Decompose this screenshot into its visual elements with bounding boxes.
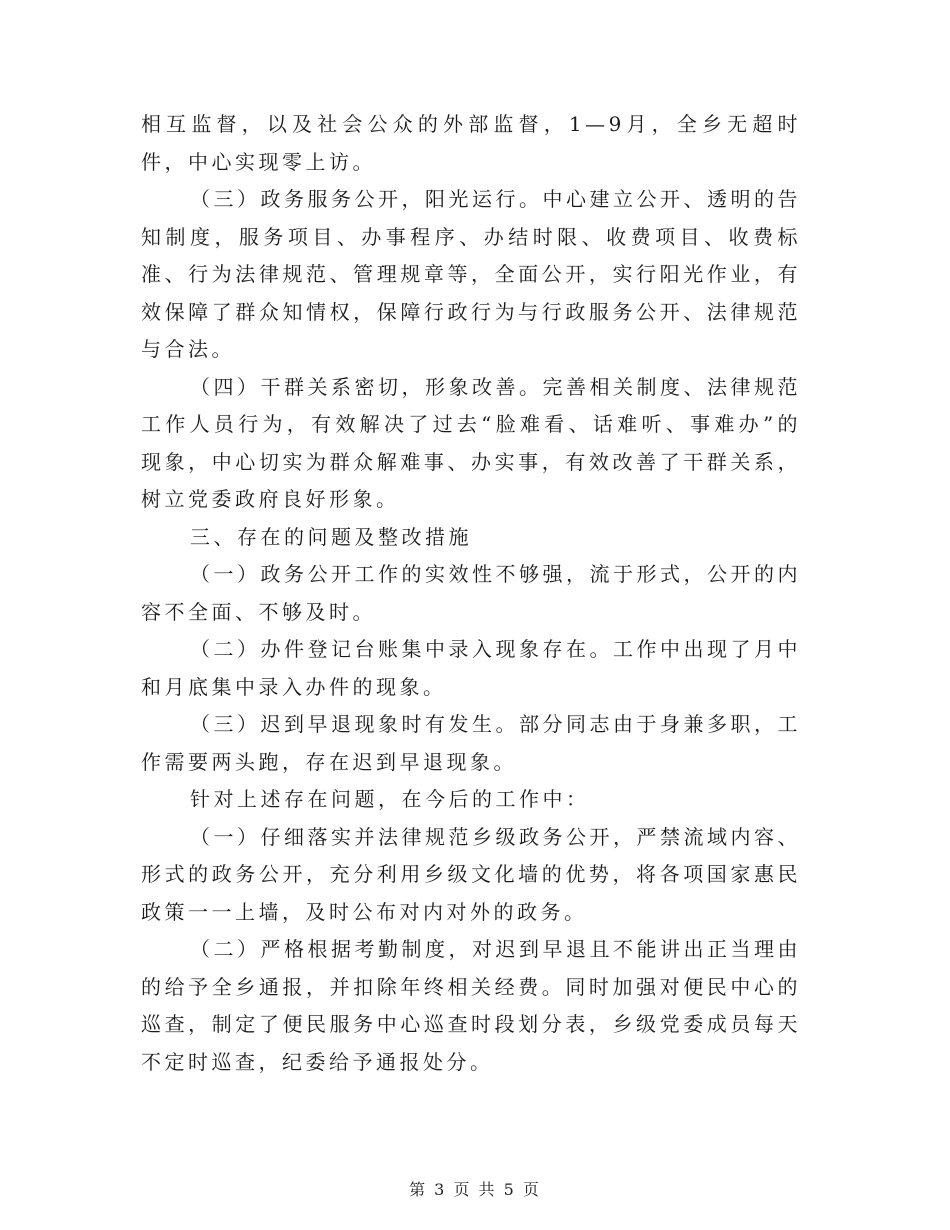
- problem-item-3: （三）迟到早退现象时有发生。部分同志由于身兼多职，工作需要两头跑，存在迟到早退现象。: [141, 712, 801, 774]
- section-heading: 三、存在的问题及整改措施: [190, 524, 472, 549]
- page-number-label: 第 3 页 共 5 页: [409, 1180, 541, 1199]
- page-footer: [0, 1177, 950, 1200]
- problem-item-2: （二）办件登记台账集中录入现象存在。工作中出现了月中和月底集中录入办件的现象。: [141, 637, 801, 699]
- measure-item-2: （二）严格根据考勤制度，对迟到早退且不能讲出正当理由的给予全乡通报，并扣除年终相关经费。同时加强对便民中心的巡查，制定了便民服务中心巡查时段划分表，乡级党委成员每天不定时巡查，纪委给予通报处分。: [141, 937, 801, 1074]
- measures-intro: 针对上述存在问题，在今后的工作中：: [190, 787, 590, 811]
- measure-item-1: （一）仔细落实并法律规范乡级政务公开，严禁流域内容、形式的政务公开，充分利用乡级文化墙的优势，将各项国家惠民政策一一上墙，及时公布对内对外的政务。: [141, 824, 801, 924]
- paragraph-item-4: （四）干群关系密切，形象改善。完善相关制度、法律规范工作人员行为，有效解决了过去“脸难看、话难听、事难办”的现象，中心切实为群众解难事、办实事，有效改善了干群关系，树立党委政府良好形象。: [141, 374, 801, 511]
- paragraph-item-3: （三）政务服务公开，阳光运行。中心建立公开、透明的告知制度，服务项目、办事程序、办结时限、收费项目、收费标准、行为法律规范、管理规章等，全面公开，实行阳光作业，有效保障了群众知情权，保障行政行为与行政服务公开、法律规范与合法。: [141, 187, 801, 361]
- paragraph-continuation: 相互监督，以及社会公众的外部监督，1—9月，全乡无超时件，中心实现零上访。: [141, 112, 801, 174]
- document-body: [141, 106, 801, 1081]
- problem-item-1: （一）政务公开工作的实效性不够强，流于形式，公开的内容不全面、不够及时。: [141, 562, 801, 624]
